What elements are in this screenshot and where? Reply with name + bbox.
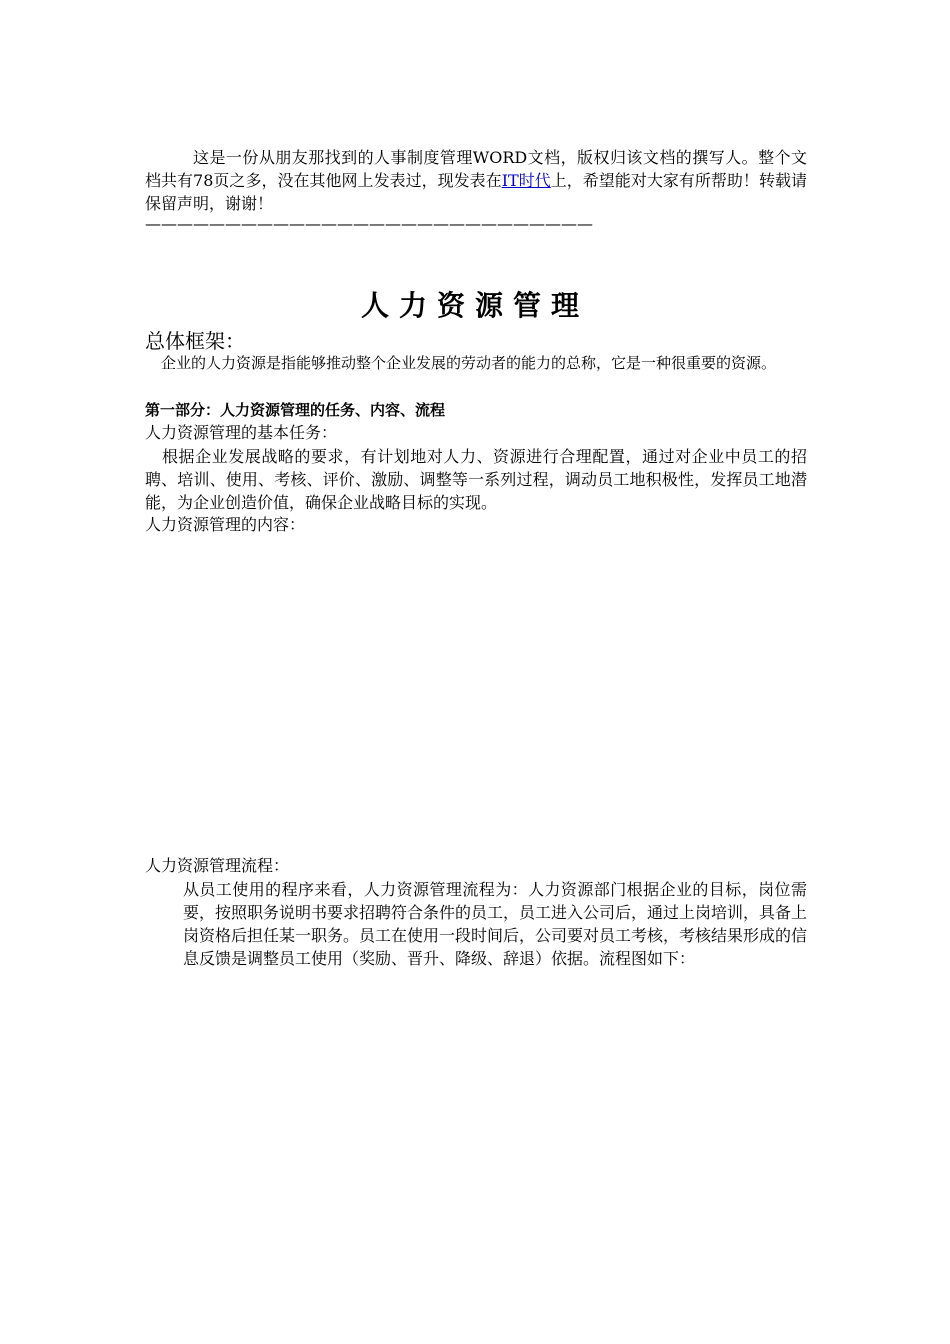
intro-paragraph	[145, 146, 807, 215]
basic-task-paragraph: 根据企业发展战略的要求，有计划地对人力、资源进行合理配置，通过对企业中员工的招聘、培训、使用、考核、评价、激励、调整等一系列过程，调动员工地积极性，发挥员工地潜能，为企业创造价值，确保企业战略目标的实现。	[145, 447, 807, 512]
document-title: 人力资源管理	[360, 289, 589, 322]
intro-text-after-link: 上，希望能对大家有所帮助！转载请保留声明，谢谢！	[145, 171, 807, 213]
part1-heading: 第一部分：人力资源管理的任务、内容、流程	[145, 401, 446, 419]
it-era-link[interactable]: IT时代	[501, 171, 551, 190]
intro-text-before-link: 这是一份从朋友那找到的人事制度管理WORD文档，版权归该文档的撰写人。整个文档共有78页之多，没在其他网上发表过，现发表在	[145, 148, 807, 190]
content-heading: 人力资源管理的内容：	[145, 515, 306, 534]
content-diagram-placeholder	[145, 540, 807, 845]
flowchart-placeholder	[145, 980, 807, 1300]
framework-heading: 总体框架：	[145, 329, 245, 353]
framework-paragraph: 企业的人力资源是指能够推动整个企业发展的劳动者的能力的总称，它是一种很重要的资源。	[161, 354, 777, 372]
separator-line: ————————————————————————————	[145, 214, 593, 233]
process-heading: 人力资源管理流程：	[145, 856, 290, 875]
process-paragraph: 从员工使用的程序来看，人力资源管理流程为：人力资源部门根据企业的目标，岗位需要，按照职务说明书要求招聘符合条件的员工，员工进入公司后，通过上岗培训，具备上岗资格后担任某一职务。员工在使用一段时间后，公司要对员工考核，考核结果形成的信息反馈是调整员工使用（奖励、晋升、降级、辞退）依据。流程图如下：	[183, 880, 808, 968]
basic-task-heading: 人力资源管理的基本任务：	[145, 423, 338, 442]
